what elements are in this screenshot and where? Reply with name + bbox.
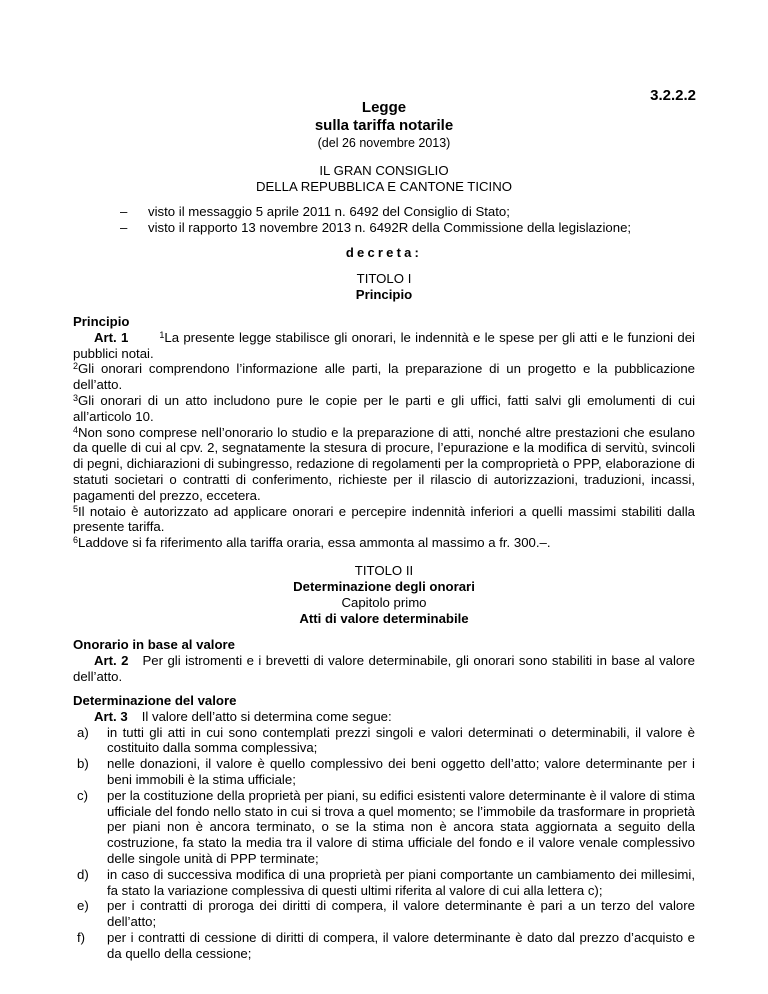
chapter-label: Capitolo primo <box>341 595 427 610</box>
recital-text: visto il messaggio 5 aprile 2011 n. 6492 del Consiglio di Stato; <box>148 204 510 219</box>
article-2 <box>73 637 695 684</box>
article-2-label: Art. 2 <box>94 652 129 668</box>
chapter-name: Atti di valore determinabile <box>299 611 469 626</box>
article-3-items <box>73 725 695 962</box>
article-3 <box>73 693 695 962</box>
list-item: a) in tutti gli atti in cui sono contemplati prezzi singoli e valori determinati o determinabili, il valore è costituito dalla somma complessiva; <box>77 724 695 756</box>
law-date: (del 26 novembre 2013) <box>317 136 451 150</box>
recital-item <box>120 204 710 220</box>
article-1-paragraph-4: $^4$Non sono comprese nell’onorario lo studio e la preparazione di atti, nonché altre prestazioni che esulano da quelle di cui al cpv. 2, segnatamente la stesura di procure, l’epurazione e la modifica di servitù, svincoli di pegni, dichiarazioni di subingresso, redazione di regolamenti per la comproprietà o PPP, elaborazione di statuti societari o contratti di conferimento, richieste per il rilascio di autorizzazioni, traduzioni, incassi, pagamenti del prezzo, eccetera. <box>73 424 695 503</box>
article-1-paragraph-1: Art. 1 $^1$La presente legge stabilisce gli onorari, le indennità e le spese per gli atti e le funzioni dei pubblici notai. <box>73 329 695 361</box>
recitals-list <box>120 204 710 236</box>
article-1-paragraph-2: $^2$Gli onorari comprendono l’informazione alle parti, la preparazione di un progetto e la pubblicazione dell’atto. <box>73 361 695 393</box>
article-3-label: Art. 3 <box>94 708 128 724</box>
article-1-label: Art. 1 <box>94 329 129 345</box>
article-2-margin-title: Onorario in base al valore <box>73 637 235 652</box>
article-1-margin-title: Principio <box>73 314 130 329</box>
title-ii-label: TITOLO II <box>354 563 414 578</box>
title-i-name: Principio <box>355 287 413 302</box>
list-item: e) per i contratti di proroga dei diritti di compera, il valore determinante è pari a un terzo del valore dell’atto; <box>77 898 695 930</box>
document-number: 3.2.2.2 <box>650 87 696 104</box>
article-1-paragraph-6: $^6$Laddove si fa riferimento alla tariffa oraria, essa ammonta al massimo a fr. 300.–. <box>73 535 551 551</box>
council-line-2: DELLA REPUBBLICA E CANTONE TICINO <box>255 179 512 194</box>
law-title: Legge <box>361 99 407 116</box>
list-item: c) per la costituzione della proprietà per piani, su edifici esistenti valore determinante è il valore di stima ufficiale del fondo nello stato in cui si trova a quel momento; se l’immobile da trasformare in proprietà per piani non è ancora terminato, o se la stima non è ancora stata aggiornata a seguito della costruzione, fa stato la media tra il valore di stima ufficiale del fondo e il valore venale complessivo delle singole unità di PPP terminate; <box>77 787 695 866</box>
list-item: b) nelle donazioni, il valore è quello complessivo dei beni oggetto dell’atto; valore determinante per i beni immobili è la stima ufficiale; <box>77 756 695 787</box>
article-1 <box>73 314 695 551</box>
recital-item <box>120 220 710 236</box>
article-1-paragraph-5: $^5$Il notaio è autorizzato ad applicare onorari e percepire indennità inferiori a quelli massimi stabiliti dalla presente tariffa. <box>73 503 695 535</box>
article-3-intro: Art. 3 Il valore dell’atto si determina come segue: <box>73 709 695 725</box>
article-3-margin-title: Determinazione del valore <box>73 693 237 708</box>
title-i-label: TITOLO I <box>356 271 412 286</box>
recital-dash: – <box>120 204 128 219</box>
list-item: f) per i contratti di cessione di diritti di compera, il valore determinante è dato dal prezzo d’acquisto e da quello della cessione; <box>77 929 695 961</box>
article-1-paragraph-3: $^3$Gli onorari di un atto includono pure le copie per le parti e gli uffici, fatti salvi gli emolumenti di cui all’articolo 10. <box>73 392 695 424</box>
law-subtitle: sulla tariffa notarile <box>314 117 454 134</box>
list-item: d) in caso di successiva modifica di una proprietà per piani comportante un cambiamento dei millesimi, fa stato la variazione complessiva di questi ultimi riferita al valore di cui alla lettera c); <box>77 866 695 898</box>
decreta-heading: decreta: <box>345 245 423 260</box>
council-line-1: IL GRAN CONSIGLIO <box>319 163 449 178</box>
title-ii-name: Determinazione degli onorari <box>293 579 475 594</box>
recital-dash: – <box>120 219 128 235</box>
recital-text: visto il rapporto 13 novembre 2013 n. 6492R della Commissione della legislazione; <box>148 219 632 235</box>
article-2-text: Art. 2 Per gli istromenti e i brevetti di valore determinabile, gli onorari sono stabiliti in base al valore dell’atto. <box>73 652 695 684</box>
